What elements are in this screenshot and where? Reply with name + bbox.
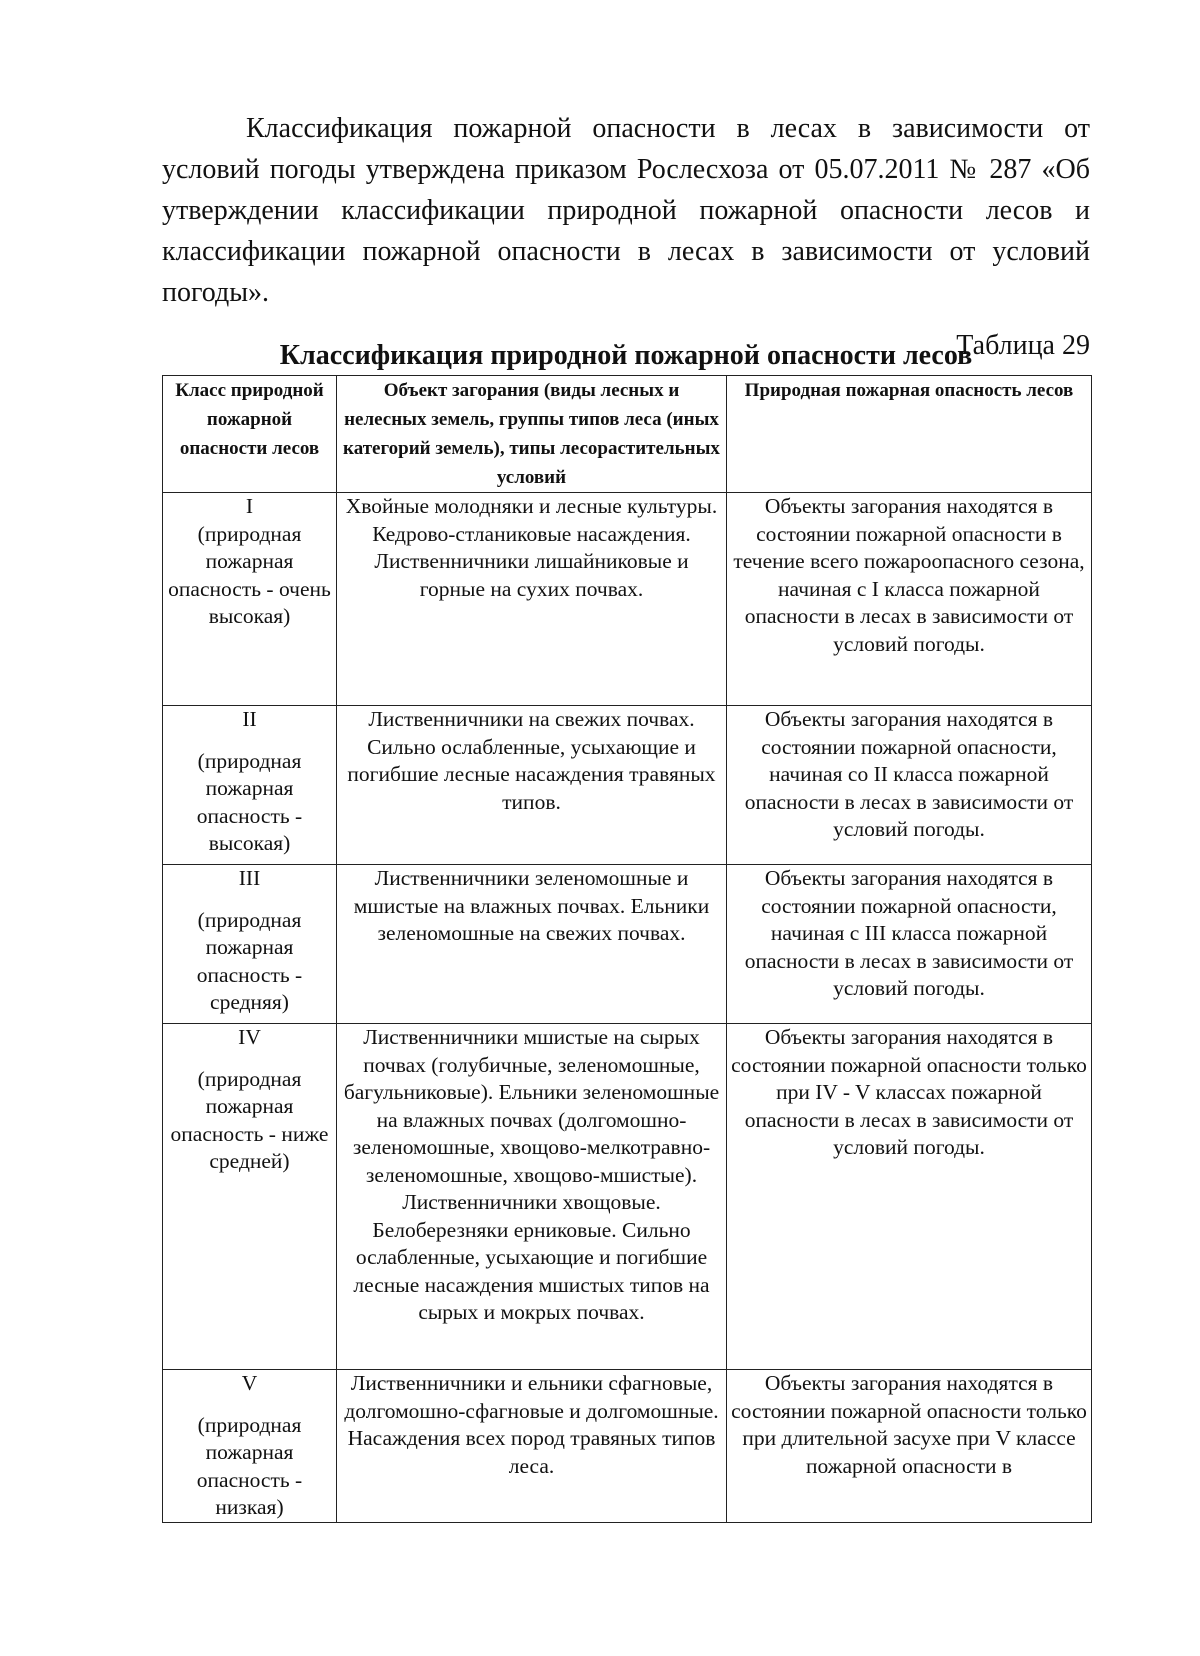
class-cell — [163, 1370, 337, 1523]
table-title: Классификация природной пожарной опасности лесов — [279, 340, 973, 371]
class-number: III — [238, 866, 261, 890]
object-cell: Лиственничники мшистые на сырых почвах (голубичные, зеленомошные, багульниковые). Ельники зеленомошные на влажных почвах (долгомошно-зеленомошные, хвощово-мелкотравно-зеленомошные, хвощово-мшистые). Лиственничники хвощовые. Белоберезняки ерниковые. Сильно ослабленные, усыхающие и погибшие лесные насаждения мшистых типов на сырых и мокрых почвах. — [337, 1024, 727, 1370]
table-row — [163, 493, 1092, 706]
danger-cell: Объекты загорания находятся в состоянии пожарной опасности, начиная со II класса пожарной опасности в лесах в зависимости от условий погоды. — [727, 706, 1092, 865]
table-row — [163, 706, 1092, 865]
danger-cell: Объекты загорания находятся в состоянии пожарной опасности только при длительной засухе при V классе пожарной опасности в — [727, 1370, 1092, 1523]
header-danger: Природная пожарная опасность лесов — [727, 376, 1092, 493]
class-number: V — [241, 1371, 258, 1395]
object-cell: Лиственничники и ельники сфагновые, долгомошно-сфагновые и долгомошные. Насаждения всех пород травяных типов леса. — [337, 1370, 727, 1523]
table-number-label: Таблица 29 — [956, 330, 1090, 361]
table-row — [163, 865, 1092, 1024]
class-cell — [163, 865, 337, 1024]
header-object: Объект загорания (виды лесных и нелесных земель, группы типов леса (иных категорий земель), типы лесорастительных условий — [337, 376, 727, 493]
fire-danger-table — [162, 375, 1092, 1523]
class-cell — [163, 706, 337, 865]
table-row — [163, 1370, 1092, 1523]
object-cell: Хвойные молодняки и лесные культуры. Кедрово-стланиковые насаждения. Лиственничники лишайниковые и горные на сухих почвах. — [337, 493, 727, 706]
class-description: (природная пожарная опасность - средняя) — [196, 907, 303, 1014]
header-class: Класс природной пожарной опасности лесов — [163, 376, 337, 493]
class-description: (природная пожарная опасность - очень высокая) — [168, 521, 331, 628]
object-cell: Лиственничники на свежих почвах. Сильно ослабленные, усыхающие и погибшие лесные насаждения травяных типов. — [337, 706, 727, 865]
class-number: I — [245, 494, 254, 518]
table-header-row — [163, 376, 1092, 493]
class-description: (природная пожарная опасность - ниже средней) — [170, 1066, 329, 1173]
class-cell — [163, 1024, 337, 1370]
danger-cell: Объекты загорания находятся в состоянии пожарной опасности, начиная с III класса пожарной опасности в лесах в зависимости от условий погоды. — [727, 865, 1092, 1024]
class-description: (природная пожарная опасность - низкая) — [196, 1412, 303, 1519]
class-description: (природная пожарная опасность - высокая) — [196, 748, 303, 855]
danger-cell: Объекты загорания находятся в состоянии пожарной опасности только при IV - V классах пожарной опасности в лесах в зависимости от условий погоды. — [727, 1024, 1092, 1370]
intro-paragraph: Классификация пожарной опасности в лесах в зависимости от условий погоды утверждена приказом Рослесхоза от 05.07.2011 № 287 «Об утверждении классификации природной пожарной опасности лесов и классификации пожарной опасности в лесах в зависимости от условий погоды». — [162, 113, 1090, 308]
class-number: IV — [238, 1025, 261, 1049]
class-number: II — [242, 707, 257, 731]
class-cell — [163, 493, 337, 706]
object-cell: Лиственничники зеленомошные и мшистые на влажных почвах. Ельники зеленомошные на свежих почвах. — [337, 865, 727, 1024]
danger-cell: Объекты загорания находятся в состоянии пожарной опасности в течение всего пожароопасного сезона, начиная с I класса пожарной опасности в лесах в зависимости от условий погоды. — [727, 493, 1092, 706]
table-row — [163, 1024, 1092, 1370]
